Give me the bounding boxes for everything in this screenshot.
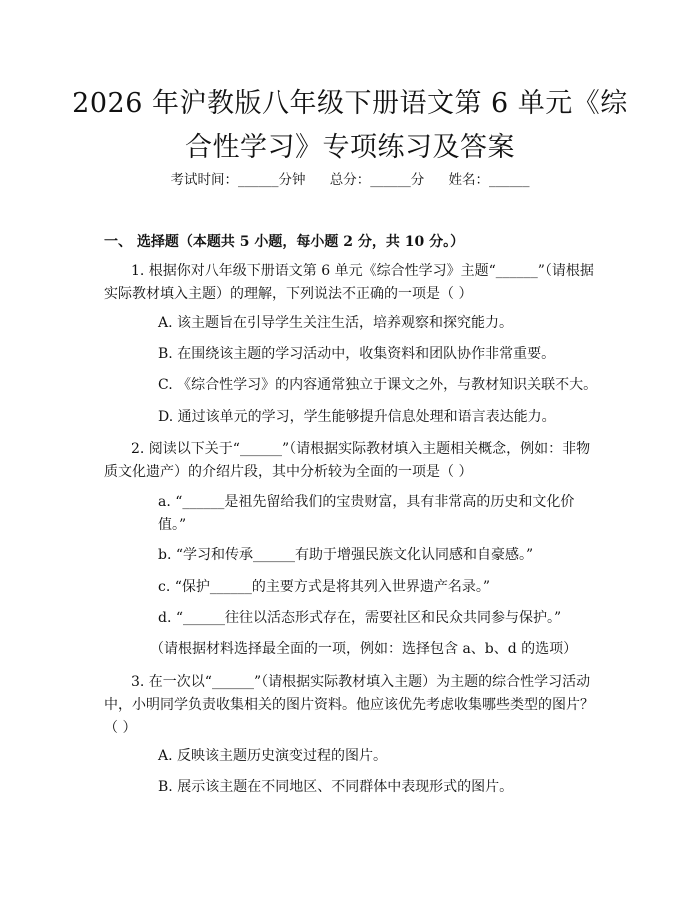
question-2-option-b: b. “学习和传承______有助于增强民族文化认同感和自豪感。” <box>158 547 534 563</box>
exam-time-field: 考试时间：______分钟 <box>170 172 306 188</box>
question-1-option-d: D. 通过该单元的学习，学生能够提升信息处理和语言表达能力。 <box>158 409 556 425</box>
section-heading: 一、 选择题（本题共 5 小题，每小题 2 分，共 10 分。） <box>104 234 465 250</box>
question-2-option-d: d. “______往往以活态形式存在，需要社区和民众共同参与保护。” <box>158 610 562 626</box>
page-title: 2026 年沪教版八年级下册语文第 6 单元《综合性学习》专项练习及答案 <box>72 88 628 163</box>
student-name-field: 姓名：______ <box>448 172 530 188</box>
question-1-option-a: A. 该主题旨在引导学生关注生活，培养观察和探究能力。 <box>158 315 514 331</box>
question-1-option-b: B. 在围绕该主题的学习活动中，收集资料和团队协作非常重要。 <box>158 346 556 362</box>
question-3-option-b: B. 展示该主题在不同地区、不同群体中表现形式的图片。 <box>158 779 514 795</box>
question-1-stem: 1. 根据你对八年级下册语文第 6 单元《综合性学习》主题“______”（请根据实际教材填入主题）的理解，下列说法不正确的一项是（ ） <box>104 263 594 302</box>
question-3-stem: 3. 在一次以“______”（请根据实际教材填入主题）为主题的综合性学习活动中，小明同学负责收集相关的图片资料。他应该优先考虑收集哪些类型的图片？（ ） <box>104 674 594 736</box>
question-2-note: （请根据材料选择最全面的一项，例如：选择包含 a、b、d 的选项） <box>150 641 578 657</box>
question-2-option-c: c. “保护______的主要方式是将其列入世界遗产名录。” <box>158 579 491 595</box>
question-1-option-c: C. 《综合性学习》的内容通常独立于课文之外，与教材知识关联不大。 <box>158 377 598 393</box>
total-score-field: 总分：______分 <box>329 172 425 188</box>
question-3-option-a: A. 反映该主题历史演变过程的图片。 <box>158 748 388 764</box>
question-2-option-a: a. “______是祖先留给我们的宝贵财富，具有非常高的历史和文化价值。” <box>158 494 575 533</box>
exam-info <box>0 168 700 188</box>
question-2-stem: 2. 阅读以下关于“______”（请根据实际教材填入主题相关概念，例如：非物质文化遗产）的介绍片段，其中分析较为全面的一项是（ ） <box>104 441 591 480</box>
